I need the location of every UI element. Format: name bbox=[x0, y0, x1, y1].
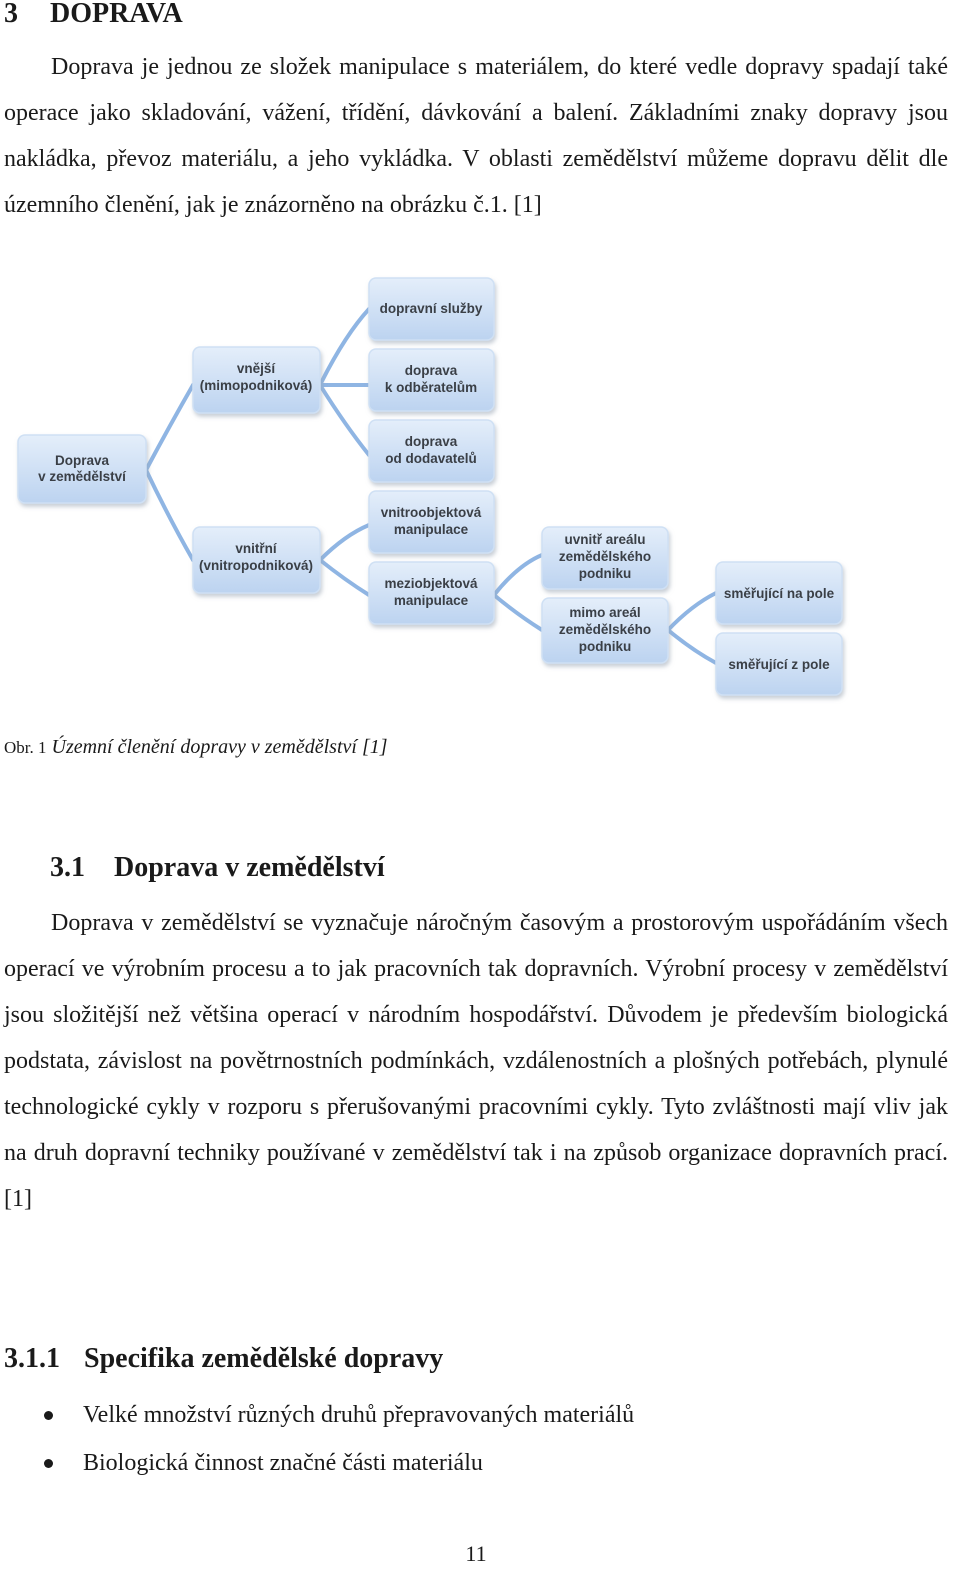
node-external bbox=[193, 347, 320, 413]
node-root-line1: Doprava bbox=[54, 453, 110, 468]
connector-outside-tofield bbox=[668, 593, 716, 630]
list-item-text: Biologická činnost značné části materiálu bbox=[83, 1450, 483, 1476]
node-inside-area bbox=[542, 527, 668, 589]
node-outside-area bbox=[542, 598, 668, 663]
node-inside-area-line1: uvnitř areálu bbox=[564, 532, 646, 547]
node-external-line2: (mimopodniková) bbox=[199, 378, 313, 393]
node-outside-area-line3: podniku bbox=[578, 639, 632, 654]
node-to-customers-line2: k odběratelům bbox=[384, 380, 478, 395]
connector-root-internal bbox=[146, 470, 193, 560]
node-between-objects-handling bbox=[369, 562, 494, 624]
chapter-title: DOPRAVA bbox=[50, 0, 183, 29]
node-transport-services-line1: dopravní služby bbox=[379, 301, 483, 316]
chapter-heading bbox=[4, 0, 183, 30]
connector-between-inside bbox=[494, 555, 542, 595]
figure-caption bbox=[4, 736, 388, 759]
figure-caption-text: Územní členění dopravy v zemědělství [1] bbox=[51, 736, 388, 758]
node-inside-area-line3: podniku bbox=[578, 566, 632, 581]
node-internal bbox=[193, 527, 320, 593]
connector-internal-betweenobjects bbox=[320, 560, 369, 595]
node-internal-line2: (vnitropodniková) bbox=[199, 558, 313, 573]
connector-internal-inobject bbox=[320, 525, 369, 560]
section-number: 3.1 bbox=[50, 852, 85, 883]
node-from-field bbox=[716, 633, 842, 695]
subsection-number: 3.1.1 bbox=[4, 1343, 60, 1374]
node-from-suppliers-line1: doprava bbox=[404, 434, 458, 449]
node-to-customers bbox=[369, 349, 494, 411]
page-number: 11 bbox=[465, 1541, 487, 1566]
node-transport-services bbox=[369, 278, 494, 340]
subsection-heading bbox=[4, 1343, 443, 1375]
subsection-title: Specifika zemědělské dopravy bbox=[84, 1343, 444, 1374]
list-item bbox=[0, 1440, 634, 1488]
list-item-text: Velké množství různých druhů přepravovaných materiálů bbox=[83, 1402, 635, 1428]
figure-caption-label: Obr. 1 bbox=[4, 738, 47, 757]
list-item bbox=[0, 1392, 634, 1440]
node-to-field-line1: směřující na pole bbox=[723, 586, 835, 601]
node-root-line2: v zemědělství bbox=[38, 469, 126, 484]
bullet-icon bbox=[44, 1459, 53, 1468]
node-in-object-line1: vnitroobjektová bbox=[380, 505, 482, 520]
node-to-customers-line1: doprava bbox=[404, 363, 458, 378]
node-between-objects-line2: manipulace bbox=[393, 593, 469, 608]
node-from-field-line1: směřující z pole bbox=[728, 657, 830, 672]
transport-classification-diagram bbox=[0, 265, 960, 705]
node-from-suppliers bbox=[369, 420, 494, 482]
node-from-suppliers-line2: od dodavatelů bbox=[385, 451, 477, 466]
node-internal-line1: vnitřní bbox=[235, 541, 277, 556]
connector-between-outside bbox=[494, 595, 542, 630]
connector-external-services bbox=[320, 309, 369, 385]
bullet-icon bbox=[44, 1411, 53, 1420]
intro-paragraph: Doprava je jednou ze složek manipulace s materiálem, do které vedle dopravy spadají také operace jako skladování, vážení, třídění, dávkování a balení. Základními znaky dopravy jsou nakládka, převoz materiálu, a jeho vykládka. V oblasti zemědělství můžeme dopravu dělit dle územního členění, jak je znázorněno na obrázku č.1. [1] bbox=[4, 54, 948, 218]
connector-root-external bbox=[146, 385, 193, 470]
node-external-line1: vnější bbox=[236, 361, 276, 376]
node-inside-area-line2: zemědělského bbox=[558, 549, 652, 564]
connector-outside-fromfield bbox=[668, 630, 716, 663]
chapter-number: 3 bbox=[4, 0, 18, 29]
node-outside-area-line1: mimo areál bbox=[569, 605, 641, 620]
connector-external-suppliers bbox=[320, 385, 369, 455]
node-in-object-line2: manipulace bbox=[393, 522, 469, 537]
node-in-object-handling bbox=[369, 491, 494, 553]
node-to-field bbox=[716, 562, 842, 624]
node-root bbox=[18, 435, 146, 503]
node-between-objects-line1: meziobjektová bbox=[384, 576, 478, 591]
section-heading bbox=[50, 852, 385, 884]
section-title: Doprava v zemědělství bbox=[114, 852, 385, 883]
specifics-list bbox=[0, 1392, 634, 1488]
node-outside-area-line2: zemědělského bbox=[558, 622, 652, 637]
section-paragraph: Doprava v zemědělství se vyznačuje náročným časovým a prostorovým uspořádáním všech operací ve výrobním procesu a to jak pracovních tak dopravních. Výrobní procesy v zemědělství jsou složitější než většina operací v národním hospodářství. Důvodem je především biologická podstata, závislost na povětrnostních podmínkách, vzdálenostních a plošných potřebách, plynulé technologické cykly v rozporu s přerušovanými pracovními cykly. Tyto zvláštnosti mají vliv jak na druh dopravní techniky používané v zemědělství tak i na způsob organizace dopravních prací.[1] bbox=[4, 910, 948, 1212]
